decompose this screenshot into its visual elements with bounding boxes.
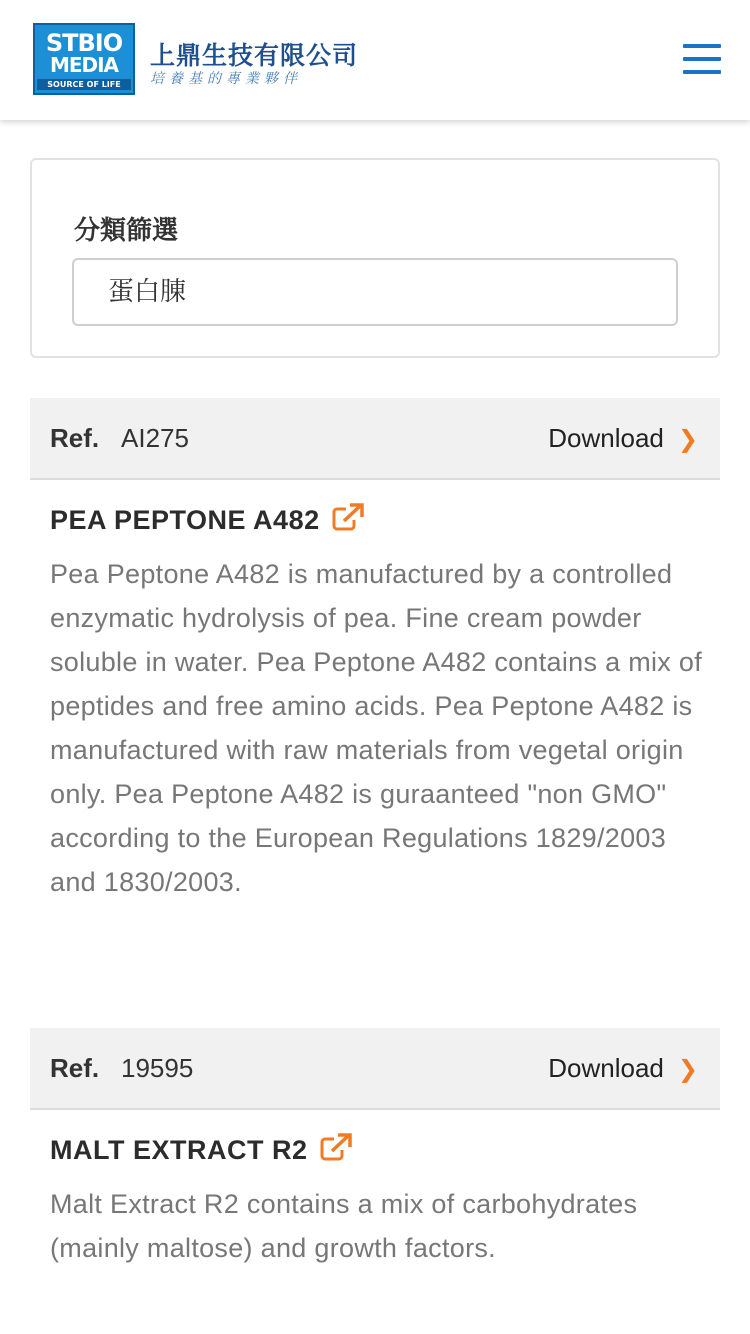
external-link-icon[interactable] xyxy=(320,1133,352,1161)
company-slogan: 培養基的專業夥伴 xyxy=(150,71,302,87)
filter-label: 分類篩選 xyxy=(74,216,179,246)
category-select[interactable]: 蛋白腖 xyxy=(72,258,678,326)
external-link-icon[interactable] xyxy=(332,503,364,531)
menu-bar xyxy=(683,57,721,61)
company-logo[interactable] xyxy=(33,23,135,95)
ref-number: AI275 xyxy=(121,423,189,453)
product-item xyxy=(50,1132,710,1270)
download-link[interactable] xyxy=(548,1053,698,1084)
company-name[interactable]: 上鼎生技有限公司 xyxy=(150,41,359,70)
product-item xyxy=(50,502,710,904)
product-description: Pea Peptone A482 is manufactured by a controlled enzymatic hydrolysis of pea. Fine cream powder soluble in water. Pea Peptone A482 contains a mix of peptides and free amino acids. Pea Peptone A482 is manufactured with raw materials from vegetal origin only. Pea Peptone A482 is guraanteed "non GMO" according to the European Regulations 1829/2003 and 1830/2003. xyxy=(50,559,703,897)
product-title-link[interactable] xyxy=(50,502,710,538)
menu-bar xyxy=(683,44,721,48)
category-filter-panel xyxy=(30,158,720,358)
download-label: Download xyxy=(548,1053,664,1083)
ref-label: Ref. xyxy=(50,423,100,453)
site-header xyxy=(0,0,750,120)
logo-line-2: MEDIA xyxy=(49,53,119,77)
download-label: Download xyxy=(548,423,664,453)
download-link[interactable] xyxy=(548,423,698,454)
product-description: Malt Extract R2 contains a mix of carbohydrates (mainly maltose) and growth factors. xyxy=(50,1189,638,1263)
chevron-right-icon: ❯ xyxy=(677,426,698,453)
menu-bar xyxy=(683,70,721,74)
product-ref-bar xyxy=(30,1028,720,1110)
ref-number: 19595 xyxy=(121,1053,194,1083)
logo-tagline: SOURCE OF LIFE xyxy=(37,79,131,90)
product-ref-bar xyxy=(30,398,720,480)
ref-label: Ref. xyxy=(50,1053,100,1083)
product-title: MALT EXTRACT R2 xyxy=(50,1135,308,1165)
hamburger-menu-icon[interactable] xyxy=(683,44,721,74)
product-title-link[interactable] xyxy=(50,1132,710,1168)
product-title: PEA PEPTONE A482 xyxy=(50,505,320,535)
logo-line-1: STBIO xyxy=(45,29,123,57)
chevron-right-icon: ❯ xyxy=(677,1056,698,1083)
